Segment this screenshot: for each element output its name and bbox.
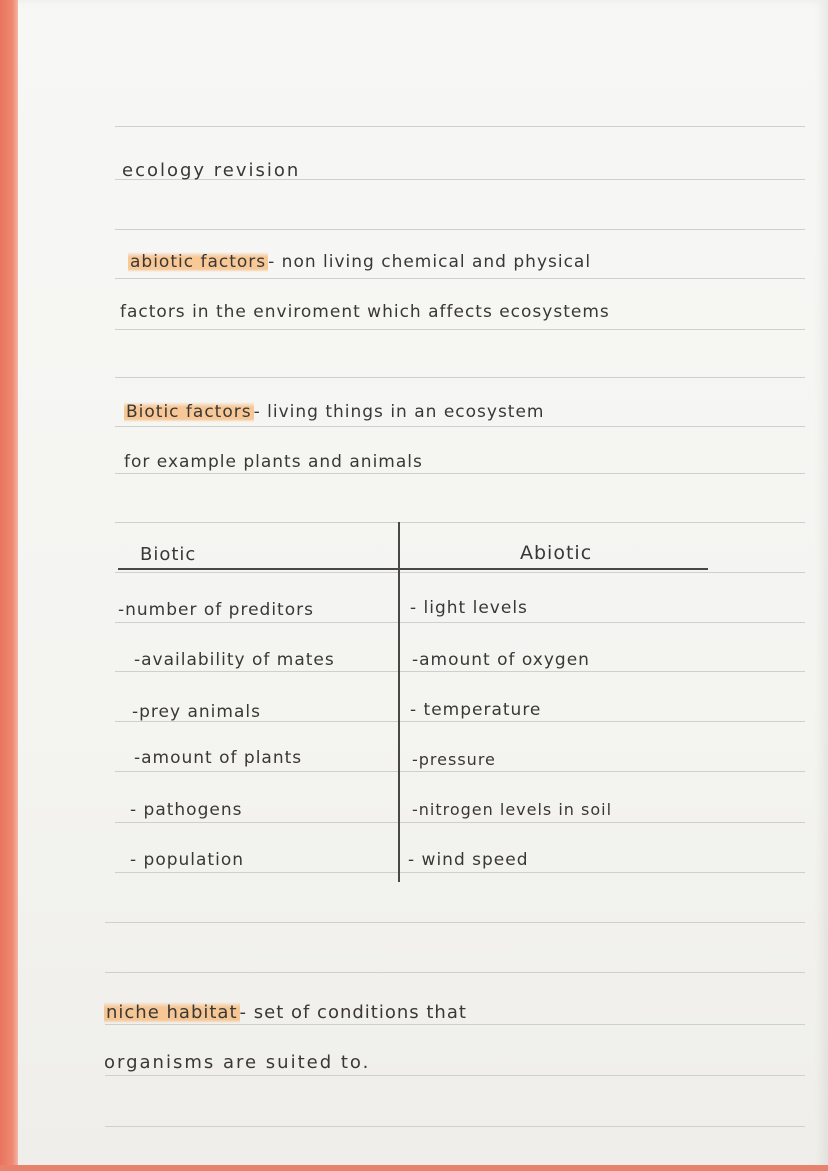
abiotic-definition-text: - non living chemical and physical bbox=[268, 252, 592, 272]
abiotic-list-item: -pressure bbox=[412, 750, 496, 769]
ruled-line bbox=[105, 972, 805, 973]
table-divider-vertical bbox=[398, 522, 400, 882]
ruled-line bbox=[115, 278, 805, 279]
biotic-definition-text: - living things in an ecosystem bbox=[253, 402, 545, 422]
biotic-list-item: -availability of mates bbox=[134, 650, 335, 670]
table-header-biotic: Biotic bbox=[140, 544, 197, 565]
ruled-line bbox=[115, 771, 805, 772]
abiotic-list-item: - wind speed bbox=[408, 850, 529, 870]
biotic-definition-line-1 bbox=[124, 402, 544, 422]
biotic-list-item: -prey animals bbox=[132, 702, 261, 722]
ruled-line bbox=[115, 426, 805, 427]
biotic-list-item: -amount of plants bbox=[134, 748, 303, 768]
table-header-abiotic: Abiotic bbox=[520, 542, 593, 564]
ruled-line bbox=[105, 1075, 805, 1076]
ruled-line bbox=[115, 822, 805, 823]
abiotic-list-item: -nitrogen levels in soil bbox=[412, 800, 613, 819]
ruled-line bbox=[115, 572, 805, 573]
ruled-line bbox=[115, 872, 805, 873]
abiotic-list-item: -amount of oxygen bbox=[412, 650, 590, 670]
ruled-line bbox=[115, 329, 805, 330]
ruled-line bbox=[115, 126, 805, 127]
ruled-line bbox=[105, 1126, 805, 1127]
abiotic-term-highlight: abiotic factors bbox=[130, 252, 267, 272]
biotic-list-item: -number of preditors bbox=[118, 600, 314, 620]
table-divider-horizontal bbox=[118, 568, 708, 570]
ruled-line bbox=[105, 1024, 805, 1025]
page-bottom-edge bbox=[0, 1165, 828, 1171]
abiotic-definition-line-2: factors in the enviroment which affects ecosystems bbox=[120, 302, 610, 322]
biotic-list-item: - pathogens bbox=[130, 800, 243, 820]
niche-term-highlight: niche habitat bbox=[106, 1002, 238, 1023]
niche-definition-text: - set of conditions that bbox=[239, 1002, 467, 1023]
biotic-list-item: - population bbox=[130, 850, 244, 870]
ruled-line bbox=[115, 377, 805, 378]
abiotic-list-item: - light levels bbox=[410, 598, 528, 618]
ruled-line bbox=[115, 622, 805, 623]
ruled-line bbox=[115, 671, 805, 672]
biotic-definition-line-2: for example plants and animals bbox=[124, 452, 423, 472]
niche-definition-line-1 bbox=[104, 1002, 467, 1023]
abiotic-definition-line-1 bbox=[128, 252, 591, 272]
page-margin-edge bbox=[0, 0, 18, 1171]
ruled-line bbox=[115, 522, 805, 523]
abiotic-list-item: - temperature bbox=[410, 700, 542, 720]
ruled-line bbox=[115, 229, 805, 230]
niche-definition-line-2: organisms are suited to. bbox=[104, 1052, 371, 1073]
ruled-line bbox=[105, 922, 805, 923]
biotic-term-highlight: Biotic factors bbox=[126, 402, 252, 422]
ruled-line bbox=[115, 473, 805, 474]
page-title: ecology revision bbox=[122, 160, 301, 181]
